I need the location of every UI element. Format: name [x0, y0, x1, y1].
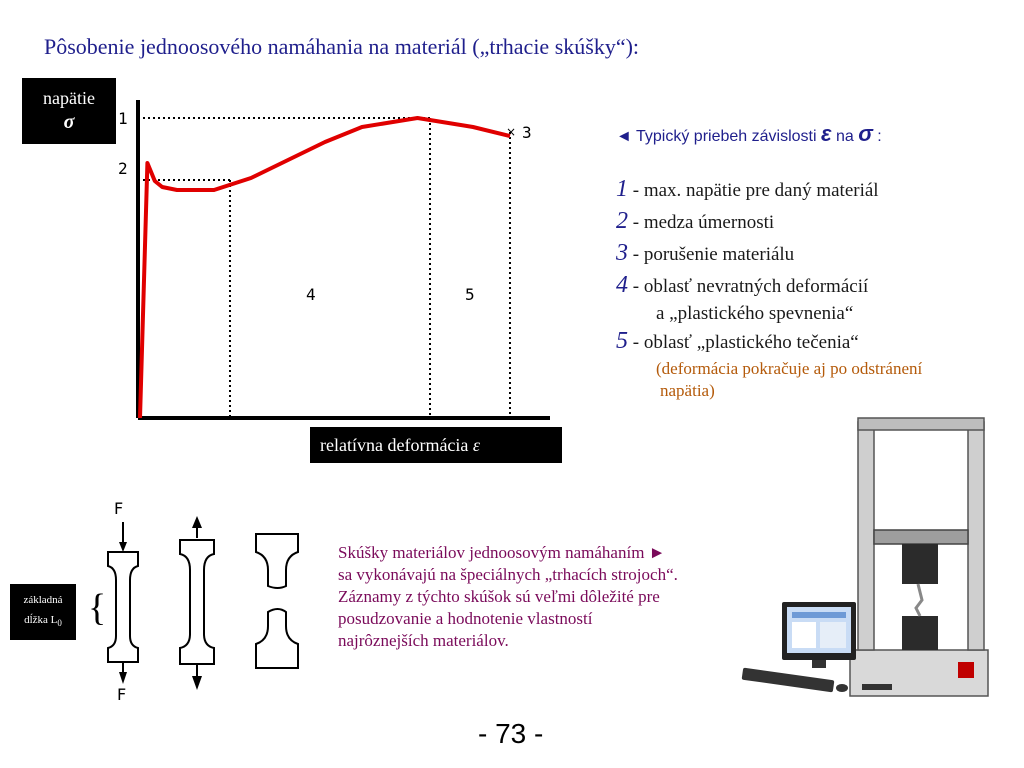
description-text	[338, 542, 678, 652]
stress-strain-curve	[140, 118, 510, 418]
monitor-stand	[812, 660, 826, 668]
specimen-diagram	[90, 494, 330, 704]
page-number: - 73 -	[478, 718, 544, 749]
machine-logo-plate	[862, 684, 892, 690]
force-label-top: F	[114, 499, 124, 518]
legend-item-number: 3	[616, 240, 628, 266]
specimen-3-upper	[256, 534, 298, 588]
legend-note-line2: napätia)	[660, 381, 715, 400]
machine-crosshead	[874, 530, 968, 544]
y-axis-label-box	[22, 78, 116, 144]
legend-item-text: - oblasť nevratných deformácií	[632, 276, 869, 297]
upper-grip	[902, 544, 938, 584]
legend-item-number: 2	[616, 208, 628, 234]
gauge-label-line2: dĺžka $L_0$	[24, 614, 62, 629]
gauge-label-subscript: 0	[57, 618, 62, 629]
point-label-3: 3	[522, 123, 532, 142]
legend-item-number: 5	[616, 328, 628, 354]
gauge-length-label	[10, 584, 76, 640]
region-label-5: 5	[465, 285, 475, 304]
gauge-label-line1: základná	[23, 594, 63, 606]
description-line: najrôznejších materiálov.	[338, 631, 509, 650]
force-arrowhead-top-2	[192, 516, 202, 528]
legend-heading	[616, 121, 882, 147]
description-line: posudzovanie a hodnotenie vlastností	[338, 609, 593, 628]
emergency-stop-icon	[958, 662, 974, 678]
force-label-bottom: F	[117, 685, 127, 704]
x-axis-label-box	[310, 427, 562, 463]
machine-top-beam	[858, 418, 984, 430]
mouse	[836, 684, 848, 692]
legend-item-number: 4	[616, 272, 628, 298]
break-marker: ×	[506, 125, 517, 139]
force-arrowhead-bottom-2	[192, 676, 202, 690]
legend-heading-epsilon: ε	[820, 121, 832, 146]
x-axis-label: relatívna deformácia	[320, 435, 469, 455]
machine-column-left	[858, 422, 874, 650]
epsilon-symbol: ε	[472, 435, 481, 455]
point-label-1: 1	[118, 109, 128, 128]
legend-item	[616, 238, 922, 270]
slide-title: Pôsobenie jednoosového namáhania na materiál („trhacie skúšky“):	[44, 34, 640, 59]
description-line: Záznamy z týchto skúšok sú veľmi dôležité pre	[338, 587, 660, 606]
legend-item	[616, 270, 922, 302]
machine-column-right	[968, 422, 984, 650]
legend-item	[616, 326, 922, 358]
legend-item-continuation: a „plastického spevnenia“	[656, 303, 854, 324]
legend-item-text: - medza úmernosti	[632, 212, 775, 233]
point-label-2: 2	[118, 159, 128, 178]
force-arrowhead-top	[119, 542, 127, 552]
gauge-brace-icon: {	[88, 587, 107, 629]
legend-item	[616, 174, 922, 206]
legend-item-text: - max. napätie pre daný materiál	[632, 180, 879, 201]
legend-item	[616, 206, 922, 238]
specimen-2-shape	[180, 540, 214, 664]
legend-heading-colon: :	[877, 128, 882, 145]
legend-heading-text: Typický priebeh závislosti	[636, 128, 817, 145]
legend-heading-sigma: σ	[858, 121, 873, 146]
legend-heading-na: na	[835, 128, 854, 145]
legend-list	[616, 174, 922, 402]
legend-item-number: 1	[616, 176, 628, 202]
specimen-3-lower	[256, 609, 298, 668]
y-axis-label: napätie	[43, 88, 95, 108]
legend-item-text: - porušenie materiálu	[632, 244, 795, 265]
region-label-4: 4	[306, 285, 316, 304]
stress-strain-chart	[100, 90, 570, 430]
lower-grip	[902, 616, 938, 650]
force-arrowhead-bottom	[119, 672, 127, 684]
description-line: Skúšky materiálov jednoosovým namáhaním ►	[338, 543, 666, 562]
specimen-1-shape	[108, 552, 138, 662]
legend-note-line1: (deformácia pokračuje aj po odstránení	[656, 359, 923, 378]
description-line: sa vykonávajú na špeciálnych „trhacích strojoch“.	[338, 565, 678, 584]
tensile-testing-machine-image	[732, 412, 994, 702]
keyboard	[742, 668, 835, 693]
legend-item-text: - oblasť „plastického tečenia“	[632, 332, 859, 353]
sigma-symbol: σ	[63, 111, 75, 133]
left-arrow-icon: ◄	[616, 128, 632, 145]
specimen-in-grip	[916, 584, 922, 616]
